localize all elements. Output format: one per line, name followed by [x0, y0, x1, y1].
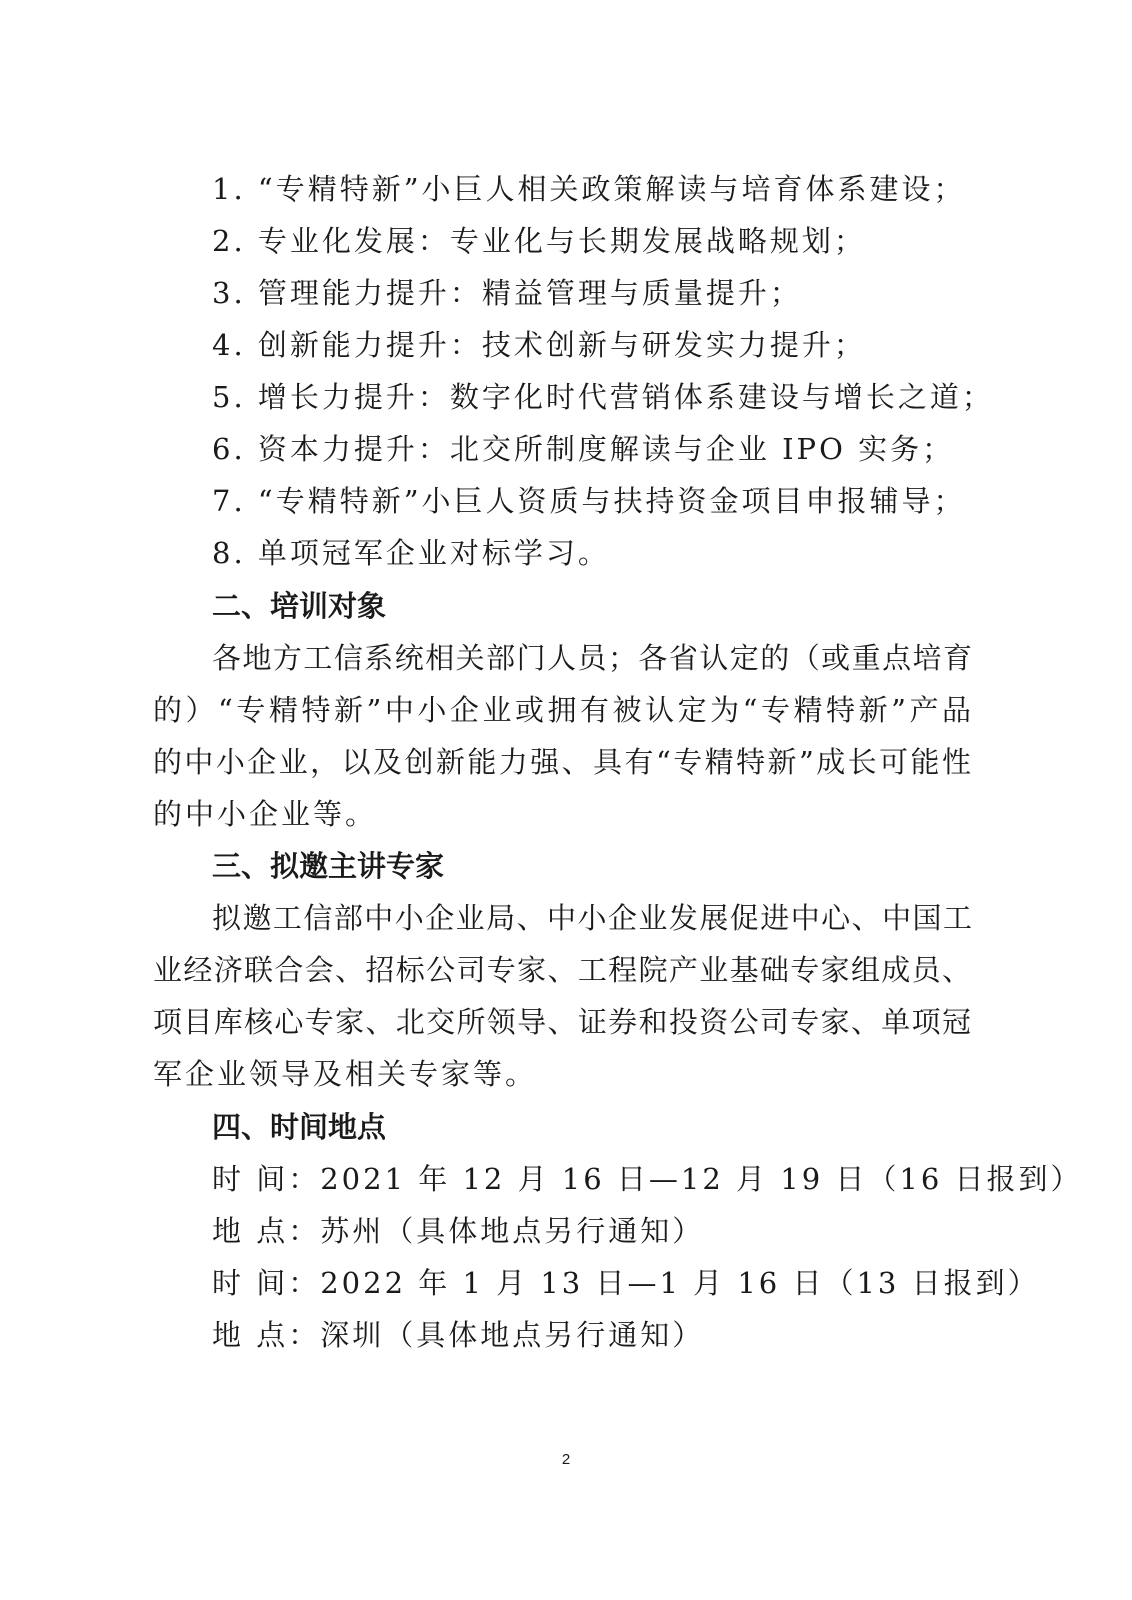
paragraph-line: 的中小企业等。 — [153, 797, 378, 831]
topic-item-7: 7. “专精特新”小巨人资质与扶持资金项目申报辅导； — [212, 484, 966, 518]
schedule-time-2: 时 间：2022 年 1 月 13 日—1 月 16 日（13 日报到） — [212, 1266, 1040, 1300]
topic-item-8: 8. 单项冠军企业对标学习。 — [212, 536, 610, 570]
paragraph-line: 的中小企业，以及创新能力强、具有“专精特新”成长可能性 — [153, 745, 971, 779]
page-number: 2 — [561, 1451, 571, 1468]
section-heading-time-place: 四、时间地点 — [212, 1110, 387, 1144]
schedule-place-1: 地 点：苏州（具体地点另行通知） — [212, 1214, 705, 1248]
schedule-time-1: 时 间：2021 年 12 月 16 日—12 月 19 日（16 日报到） — [212, 1162, 1083, 1196]
paragraph-line: 军企业领导及相关专家等。 — [153, 1057, 538, 1091]
topic-item-4: 4. 创新能力提升：技术创新与研发实力提升； — [212, 328, 866, 362]
paragraph-line: 拟邀工信部中小企业局、中小企业发展促进中心、中国工 — [212, 901, 972, 935]
topic-item-3: 3. 管理能力提升：精益管理与质量提升； — [212, 276, 802, 310]
paragraph-line: 的）“专精特新”中小企业或拥有被认定为“专精特新”产品 — [153, 693, 971, 727]
topic-item-6: 6. 资本力提升：北交所制度解读与企业 IPO 实务； — [212, 432, 955, 466]
topic-item-2: 2. 专业化发展：专业化与长期发展战略规划； — [212, 224, 866, 258]
paragraph-line: 项目库核心专家、北交所领导、证券和投资公司专家、单项冠 — [153, 1005, 971, 1039]
topic-item-1: 1. “专精特新”小巨人相关政策解读与培育体系建设； — [212, 172, 966, 206]
paragraph-line: 各地方工信系统相关部门人员；各省认定的（或重点培育 — [212, 641, 972, 675]
topic-item-5: 5. 增长力提升：数字化时代营销体系建设与增长之道； — [212, 380, 994, 414]
schedule-place-2: 地 点：深圳（具体地点另行通知） — [212, 1318, 705, 1352]
section-heading-training-targets: 二、培训对象 — [212, 589, 387, 623]
section-heading-invited-experts: 三、拟邀主讲专家 — [212, 849, 445, 883]
paragraph-line: 业经济联合会、招标公司专家、工程院产业基础专家组成员、 — [153, 953, 971, 987]
